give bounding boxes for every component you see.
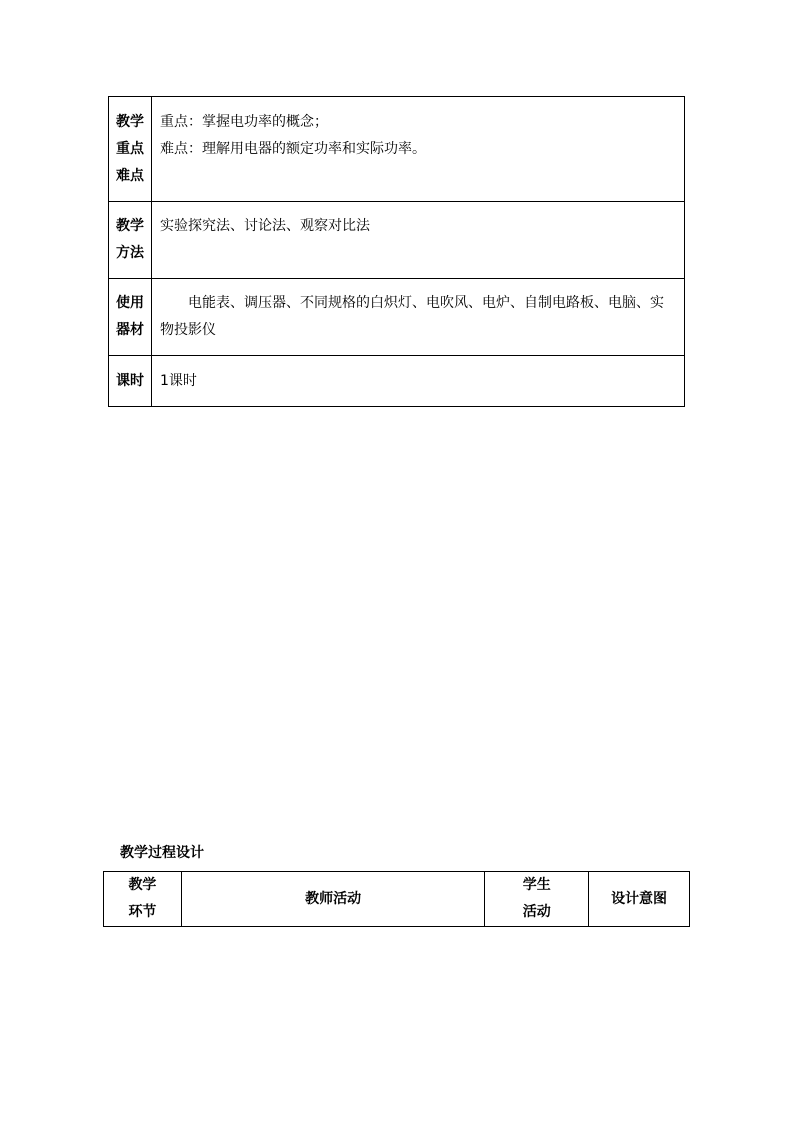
- info-label-periods: [109, 356, 152, 407]
- info-row-periods: [109, 356, 685, 407]
- info-label-equipment: [109, 279, 152, 356]
- lesson-info-table: [108, 96, 685, 407]
- col-header-teacher-activity: [181, 872, 484, 927]
- header-line: 活动: [522, 904, 551, 920]
- equipment-text: 电能表、调压器、不同规格的白炽灯、电吹风、电炉、自制电路板、电脑、实物投影仪: [160, 295, 664, 338]
- info-label-key-points: [109, 97, 152, 202]
- process-header-row: [104, 872, 690, 927]
- label-line: 使用: [116, 295, 144, 311]
- label-line: 重点: [116, 140, 144, 157]
- col-header-stage: [104, 872, 182, 927]
- periods-text: 1课时: [160, 372, 197, 389]
- key-point-text: 重点：掌握电功率的概念；: [160, 113, 328, 130]
- label-line: 器材: [116, 322, 144, 338]
- info-row-method: [109, 202, 685, 279]
- header-line: 教学: [128, 877, 157, 893]
- info-content-equipment: [152, 279, 685, 356]
- process-table: [103, 871, 690, 927]
- info-row-equipment: [109, 279, 685, 356]
- info-content-key-points: [152, 97, 685, 202]
- label-line: 难点: [116, 167, 144, 184]
- label-line: 教学: [116, 113, 144, 130]
- col-header-student-activity: [485, 872, 589, 927]
- label-line: 方法: [116, 245, 144, 261]
- info-label-method: [109, 202, 152, 279]
- col-header-design-intent: [589, 872, 690, 927]
- difficulty-text: 难点：理解用电器的额定功率和实际功率。: [160, 140, 426, 157]
- header-line: 教师活动: [305, 890, 362, 907]
- process-heading: 教学过程设计: [120, 845, 204, 861]
- info-content-method: [152, 202, 685, 279]
- info-row-key-points: [109, 97, 685, 202]
- info-content-periods: [152, 356, 685, 407]
- label-line: 教学: [116, 218, 144, 234]
- header-line: 环节: [128, 904, 157, 920]
- header-line: 学生: [522, 877, 551, 893]
- label-line: 课时: [116, 372, 144, 389]
- method-text: 实验探究法、讨论法、观察对比法: [160, 218, 370, 234]
- header-line: 设计意图: [611, 890, 668, 907]
